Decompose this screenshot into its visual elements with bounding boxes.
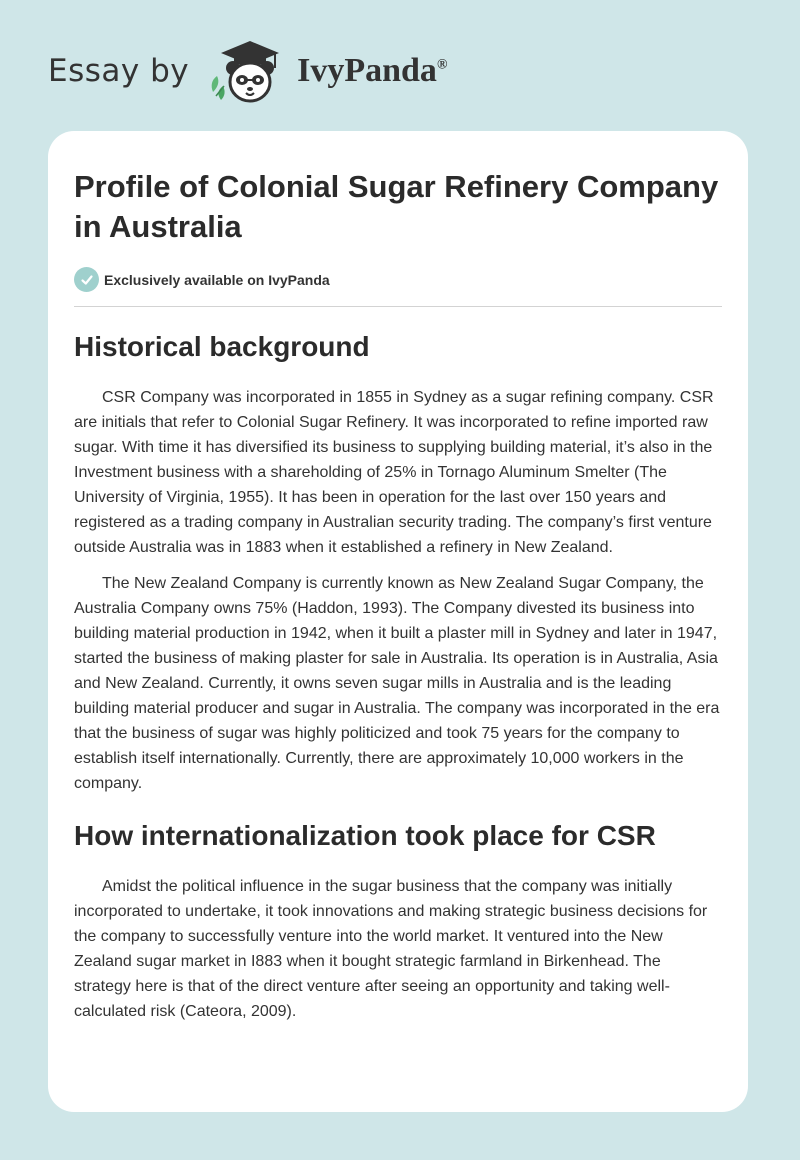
section-heading: How internationalization took place for CSR (74, 820, 656, 851)
exclusive-badge (74, 267, 722, 292)
essay-by-label: Essay by (48, 53, 190, 89)
site-logo[interactable] (48, 36, 447, 106)
panda-graduate-icon (207, 36, 293, 106)
paragraph: The New Zealand Company is currently known as New Zealand Sugar Company, the Australia Company owns 75% (Haddon, 1993). The Company divested its business into building material production in 1942, when it built a plaster mill in Sydney and later in 1947, started the business of making plaster for sale in Australia. Its operation is in Australia, Asia and New Zealand. Currently, it owns seven sugar mills in Australia and is the leading building material producer and sugar in Australia. The company was incorporated in the era that the business of sugar was highly politicized and took 75 years for the company to establish itself internationally. Currently, there are approximately 10,000 workers in the company. (74, 575, 720, 792)
paragraph: Amidst the political influence in the sugar business that the company was initially incorporated to undertake, it took innovations and making strategic business decisions for the company to successfully venture into the world market. It ventured into the New Zealand sugar market in I883 when it bought strategic farmland in Birkenhead. The strategy here is that of the direct venture after seeing an opportunity and taking well-calculated risk (Cateora, 2009). (74, 878, 708, 1020)
registered-mark: ® (436, 57, 448, 73)
divider (74, 306, 722, 307)
checkmark-icon (74, 267, 99, 292)
brand-name: IvyPanda® (297, 52, 448, 89)
badge-text: Exclusively available on IvyPanda (104, 271, 330, 288)
section-heading: Historical background (74, 331, 370, 362)
essay-card (48, 131, 748, 1112)
paragraph: CSR Company was incorporated in 1855 in Sydney as a sugar refining company. CSR are initials that refer to Colonial Sugar Refinery. It was incorporated to refine imported raw sugar. With time it has diversified its business to supplying building material, it’s also in the Investment business with a shareholding of 25% in Tornago Aluminum Smelter (The University of Virginia, 1955). It has been in operation for the last over 150 years and registered as a trading company in Australian security trading. The company’s first venture outside Australia was in 1883 when it established a refinery in New Zealand. (74, 389, 714, 556)
page-title: Profile of Colonial Sugar Refinery Company in Australia (74, 169, 719, 244)
